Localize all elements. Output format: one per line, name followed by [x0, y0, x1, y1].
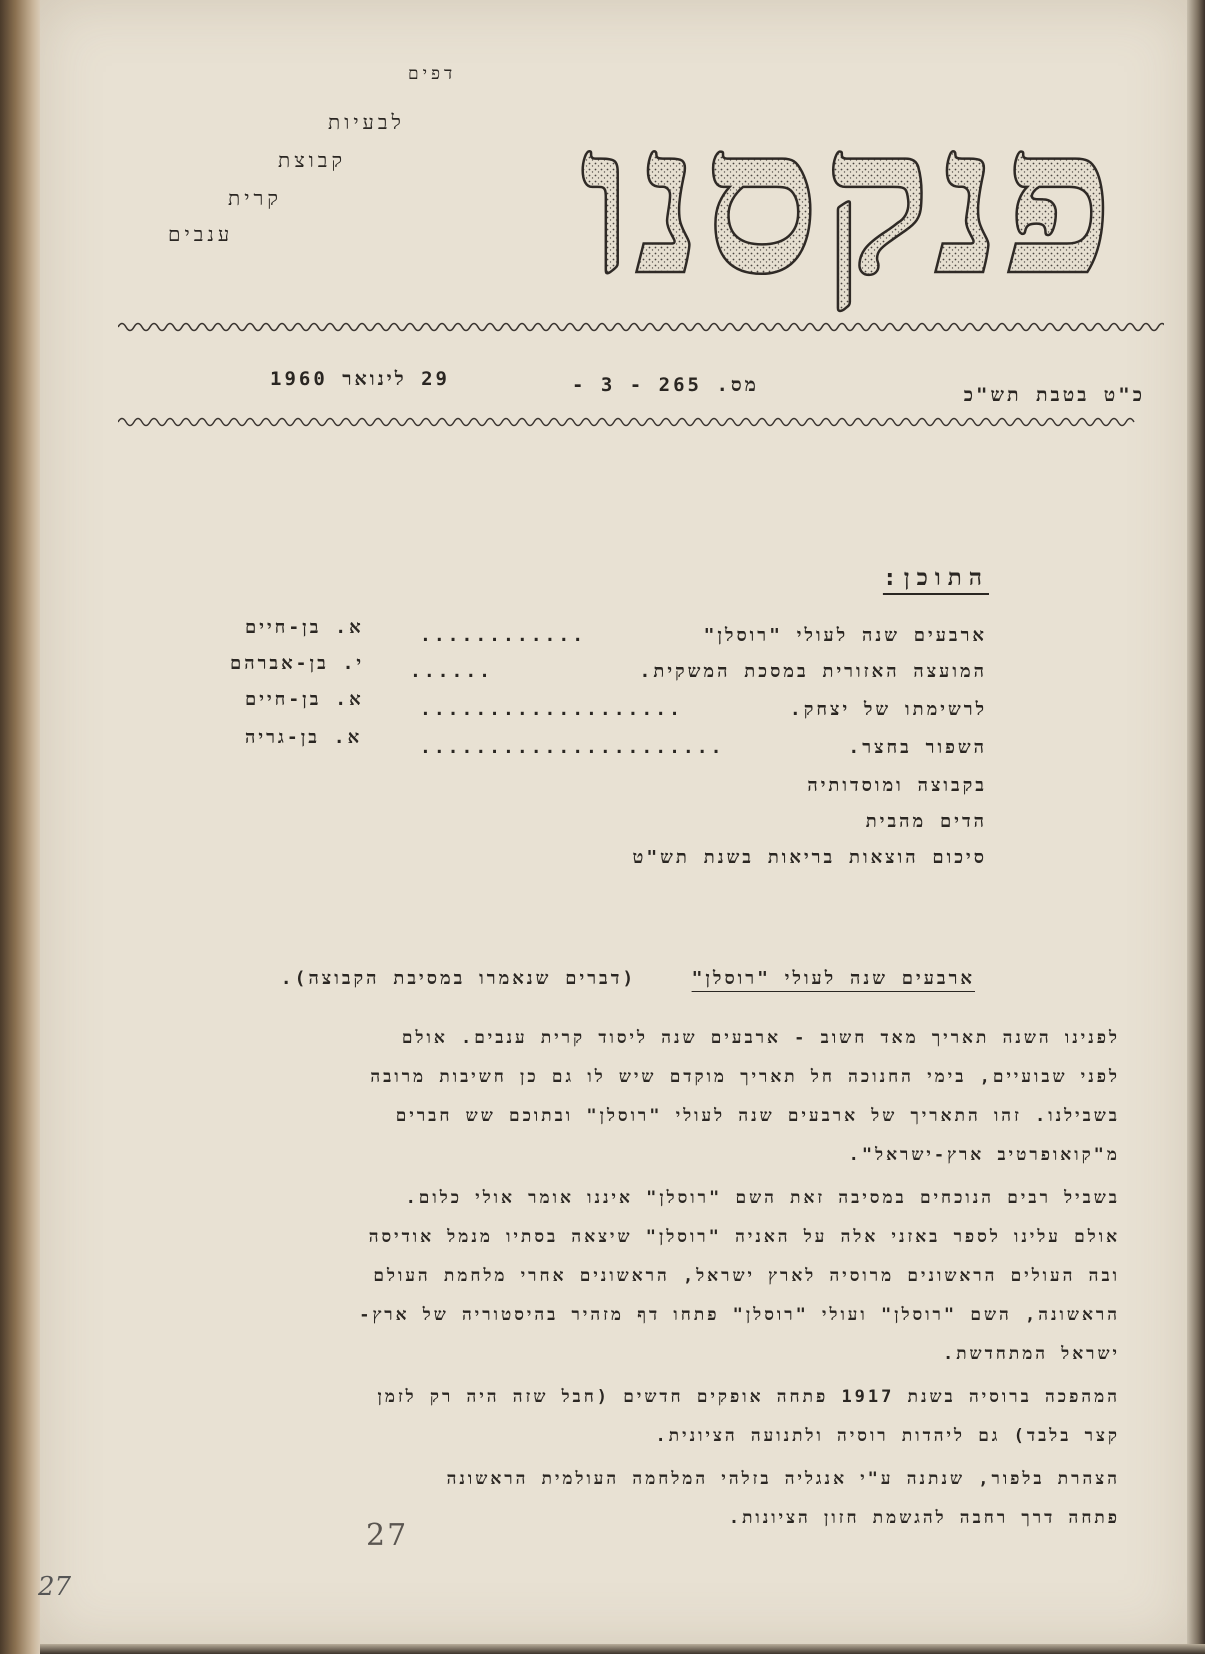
article-line: מ"קואופרטיב ארץ-ישראל".	[848, 1145, 1120, 1165]
article-heading	[281, 968, 975, 989]
article-line: בשביל רבים הנוכחים במסיבה זאת השם "רוסלן" איננו אומר אולי כלום.	[405, 1188, 1120, 1208]
article-line: הצהרת בלפור, שנתנה ע"י אנגליה בזלהי המלחמה העולמית הראשונה	[446, 1469, 1120, 1489]
article-line: ובה העולים הראשונים מרוסיה לארץ ישראל, הראשונים אחרי מלחמת העולם	[373, 1266, 1120, 1286]
article-line: המהפכה ברוסיה בשנת 1917 פתחה אופקים חדשים (חבל שזה היה רק לזמן	[377, 1387, 1120, 1407]
toc-leader-dots: ...................	[420, 699, 683, 720]
article-title: ארבעים שנה לעולי "רוסלן"	[691, 968, 975, 989]
toc-item-author: א. בן-גריה	[245, 727, 363, 748]
article-line: קצר בלבד) גם ליהדות רוסיה ולתנועה הציונית.	[655, 1426, 1120, 1446]
toc-item-author: א. בן-חיים	[245, 689, 364, 710]
toc-item-author: א. בן-חיים	[245, 617, 364, 638]
article-line: אולם עלינו לספר באזני אלה על האניה "רוסלן" שיצאה בסתיו מנמל אודיסה	[368, 1227, 1120, 1247]
decorative-border-bottom	[118, 413, 1164, 431]
article-line: ישראל המתחדשת.	[942, 1344, 1120, 1364]
toc-item-author: י. בן-אברהם	[230, 653, 365, 674]
publisher-line: ענבים	[168, 222, 234, 246]
toc-item-title: הדים מהבית	[865, 811, 987, 832]
toc-item-title: לרשימתו של יצחק.	[789, 699, 987, 720]
page-edge	[1187, 0, 1205, 1654]
toc-item-title: המועצה האזורית במסכת המשקית.	[639, 661, 987, 682]
masthead-title-text: פנקסנו	[580, 81, 1116, 321]
toc-item-title: ארבעים שנה לעולי "רוסלן"	[703, 625, 987, 646]
page-number: 27	[366, 1518, 409, 1553]
article-line: לפני שבועיים, בימי החנוכה חל תאריך מוקדם שיש לו גם כן חשיבות מרובה	[370, 1067, 1120, 1087]
article-line: הראשונה, השם "רוסלן" ועולי "רוסלן" פתחו דף מזהיר בהיסטוריה של ארץ-	[359, 1305, 1120, 1325]
toc-leader-dots: ......................	[420, 737, 725, 758]
book-spine	[0, 0, 44, 1654]
publisher-line: דפים	[408, 64, 457, 84]
article-line: פתחה דרך רחבה להגשמת חזון הציונות.	[728, 1508, 1120, 1528]
handwritten-page-number: 27	[38, 1572, 72, 1602]
publisher-line: קבוצת	[278, 148, 347, 172]
decorative-border-top	[118, 318, 1164, 336]
toc-heading: התוכן:	[882, 565, 989, 591]
article-line: בשבילנו. זהו התאריך של ארבעים שנה לעולי "רוסלן" ובתוכם שש חברים	[395, 1106, 1120, 1126]
toc-item-title: בקבוצה ומוסדותיה	[807, 775, 987, 796]
toc-item-title: השפור בחצר.	[848, 737, 987, 758]
toc-leader-dots: ............	[420, 625, 587, 646]
issue-number: מס. 265 - 3 -	[572, 374, 759, 396]
article-subtitle: (דברים שנאמרו במסיבת הקבוצה).	[280, 968, 637, 989]
publisher-line: קרית	[228, 186, 282, 210]
toc-leader-dots: ......	[410, 661, 494, 682]
issue-gregorian-date: 29 לינואר 1960	[270, 368, 450, 390]
masthead-title	[528, 72, 1168, 322]
issue-hebrew-date: כ"ט בטבת תש"כ	[963, 384, 1145, 406]
toc-item-title: סיכום הוצאות בריאות בשנת תש"ט	[632, 847, 987, 868]
page-bottom-edge	[40, 1644, 1205, 1654]
article-line: לפנינו השנה תאריך מאד חשוב - ארבעים שנה ליסוד קרית ענבים. אולם	[401, 1028, 1120, 1048]
publisher-line: לבעיות	[328, 110, 405, 134]
